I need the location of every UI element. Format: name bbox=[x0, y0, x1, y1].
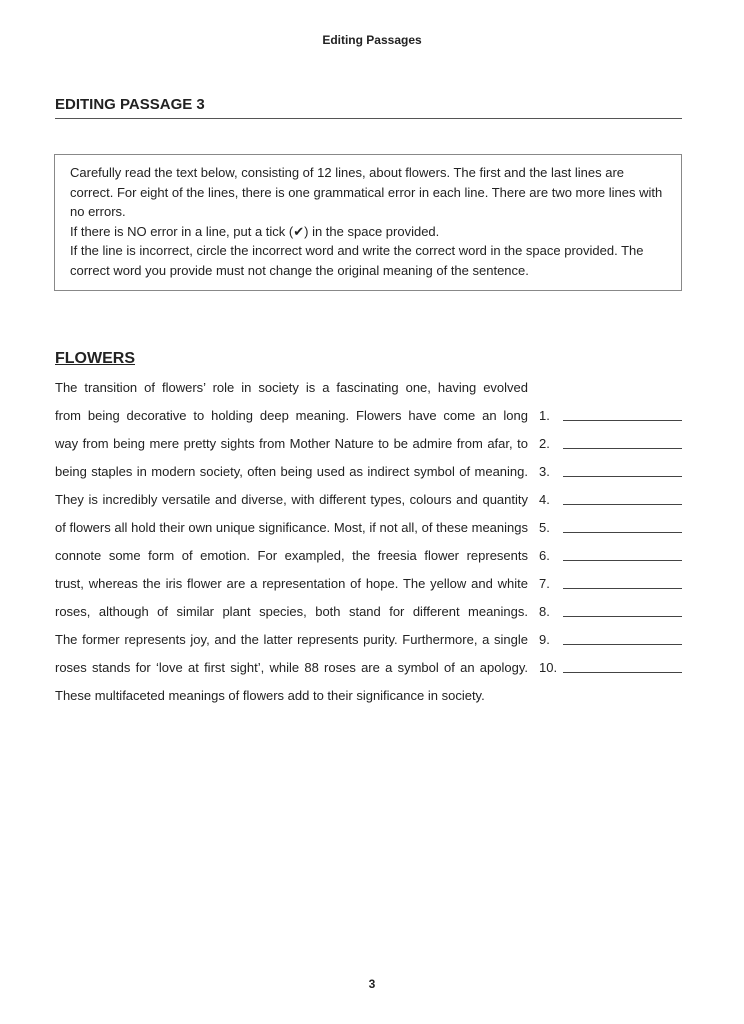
passage-line bbox=[55, 514, 682, 542]
line-number: 7. bbox=[539, 576, 550, 591]
line-number: 10. bbox=[539, 660, 558, 675]
passage-line bbox=[55, 570, 682, 598]
passage-line bbox=[55, 430, 682, 458]
line-number: 8. bbox=[539, 604, 550, 619]
passage-line bbox=[55, 626, 682, 654]
line-number: 3. bbox=[539, 464, 550, 479]
passage-line bbox=[55, 542, 682, 570]
answer-blank[interactable] bbox=[563, 616, 682, 617]
section-title: EDITING PASSAGE 3 bbox=[55, 96, 682, 119]
passage bbox=[55, 374, 682, 710]
answer-blank[interactable] bbox=[563, 448, 682, 449]
line-number: 9. bbox=[539, 632, 550, 647]
answer-blank[interactable] bbox=[563, 420, 682, 421]
passage-line bbox=[55, 682, 682, 710]
line-text: way from being mere pretty sights from Mother Nature to be admire from afar, to bbox=[55, 436, 528, 451]
line-number: 1. bbox=[539, 408, 550, 423]
passage-title: FLOWERS bbox=[55, 350, 135, 367]
line-text: roses, although of similar plant species, both stand for different meanings. bbox=[55, 604, 528, 619]
line-text: The former represents joy, and the latter represents purity. Furthermore, a single bbox=[55, 632, 528, 647]
line-number: 5. bbox=[539, 520, 550, 535]
passage-line bbox=[55, 486, 682, 514]
running-header: Editing Passages bbox=[322, 33, 422, 47]
answer-blank[interactable] bbox=[563, 644, 682, 645]
passage-line bbox=[55, 458, 682, 486]
instructions-paragraph: If the line is incorrect, circle the incorrect word and write the correct word in the space provided. The correct word you provide must not change the original meaning of the sentence. bbox=[70, 243, 644, 278]
passage-line bbox=[55, 654, 682, 682]
line-text: connote some form of emotion. For exampled, the freesia flower represents bbox=[55, 548, 528, 563]
passage-line bbox=[55, 598, 682, 626]
line-text: from being decorative to holding deep meaning. Flowers have come an long bbox=[55, 408, 528, 423]
line-text: roses stands for ‘love at first sight’, while 88 roses are a symbol of an apology. bbox=[55, 660, 528, 675]
line-text: of flowers all hold their own unique significance. Most, if not all, of these meanings bbox=[55, 520, 528, 535]
line-number: 2. bbox=[539, 436, 550, 451]
answer-blank[interactable] bbox=[563, 672, 682, 673]
line-text: being staples in modern society, often being used as indirect symbol of meaning. bbox=[55, 464, 528, 479]
instructions-box bbox=[54, 154, 682, 291]
page-number: 3 bbox=[368, 977, 376, 991]
instructions-paragraph: Carefully read the text below, consisting of 12 lines, about flowers. The first and the last lines are correct. For eight of the lines, there is one grammatical error in each line. There are two more lines with no errors. bbox=[70, 165, 663, 219]
line-number: 4. bbox=[539, 492, 550, 507]
passage-line bbox=[55, 402, 682, 430]
line-text: The transition of flowers’ role in society is a fascinating one, having evolved bbox=[55, 380, 528, 395]
instructions-paragraph: If there is NO error in a line, put a tick (✔) in the space provided. bbox=[70, 223, 440, 239]
answer-blank[interactable] bbox=[563, 588, 682, 589]
line-number: 6. bbox=[539, 548, 550, 563]
answer-blank[interactable] bbox=[563, 560, 682, 561]
answer-blank[interactable] bbox=[563, 476, 682, 477]
line-text: trust, whereas the iris flower are a representation of hope. The yellow and white bbox=[55, 576, 528, 591]
answer-blank[interactable] bbox=[563, 504, 682, 505]
line-text: These multifaceted meanings of flowers add to their significance in society. bbox=[55, 688, 485, 703]
line-text: They is incredibly versatile and diverse, with different types, colours and quantity bbox=[55, 492, 528, 507]
answer-blank[interactable] bbox=[563, 532, 682, 533]
passage-line bbox=[55, 374, 682, 402]
